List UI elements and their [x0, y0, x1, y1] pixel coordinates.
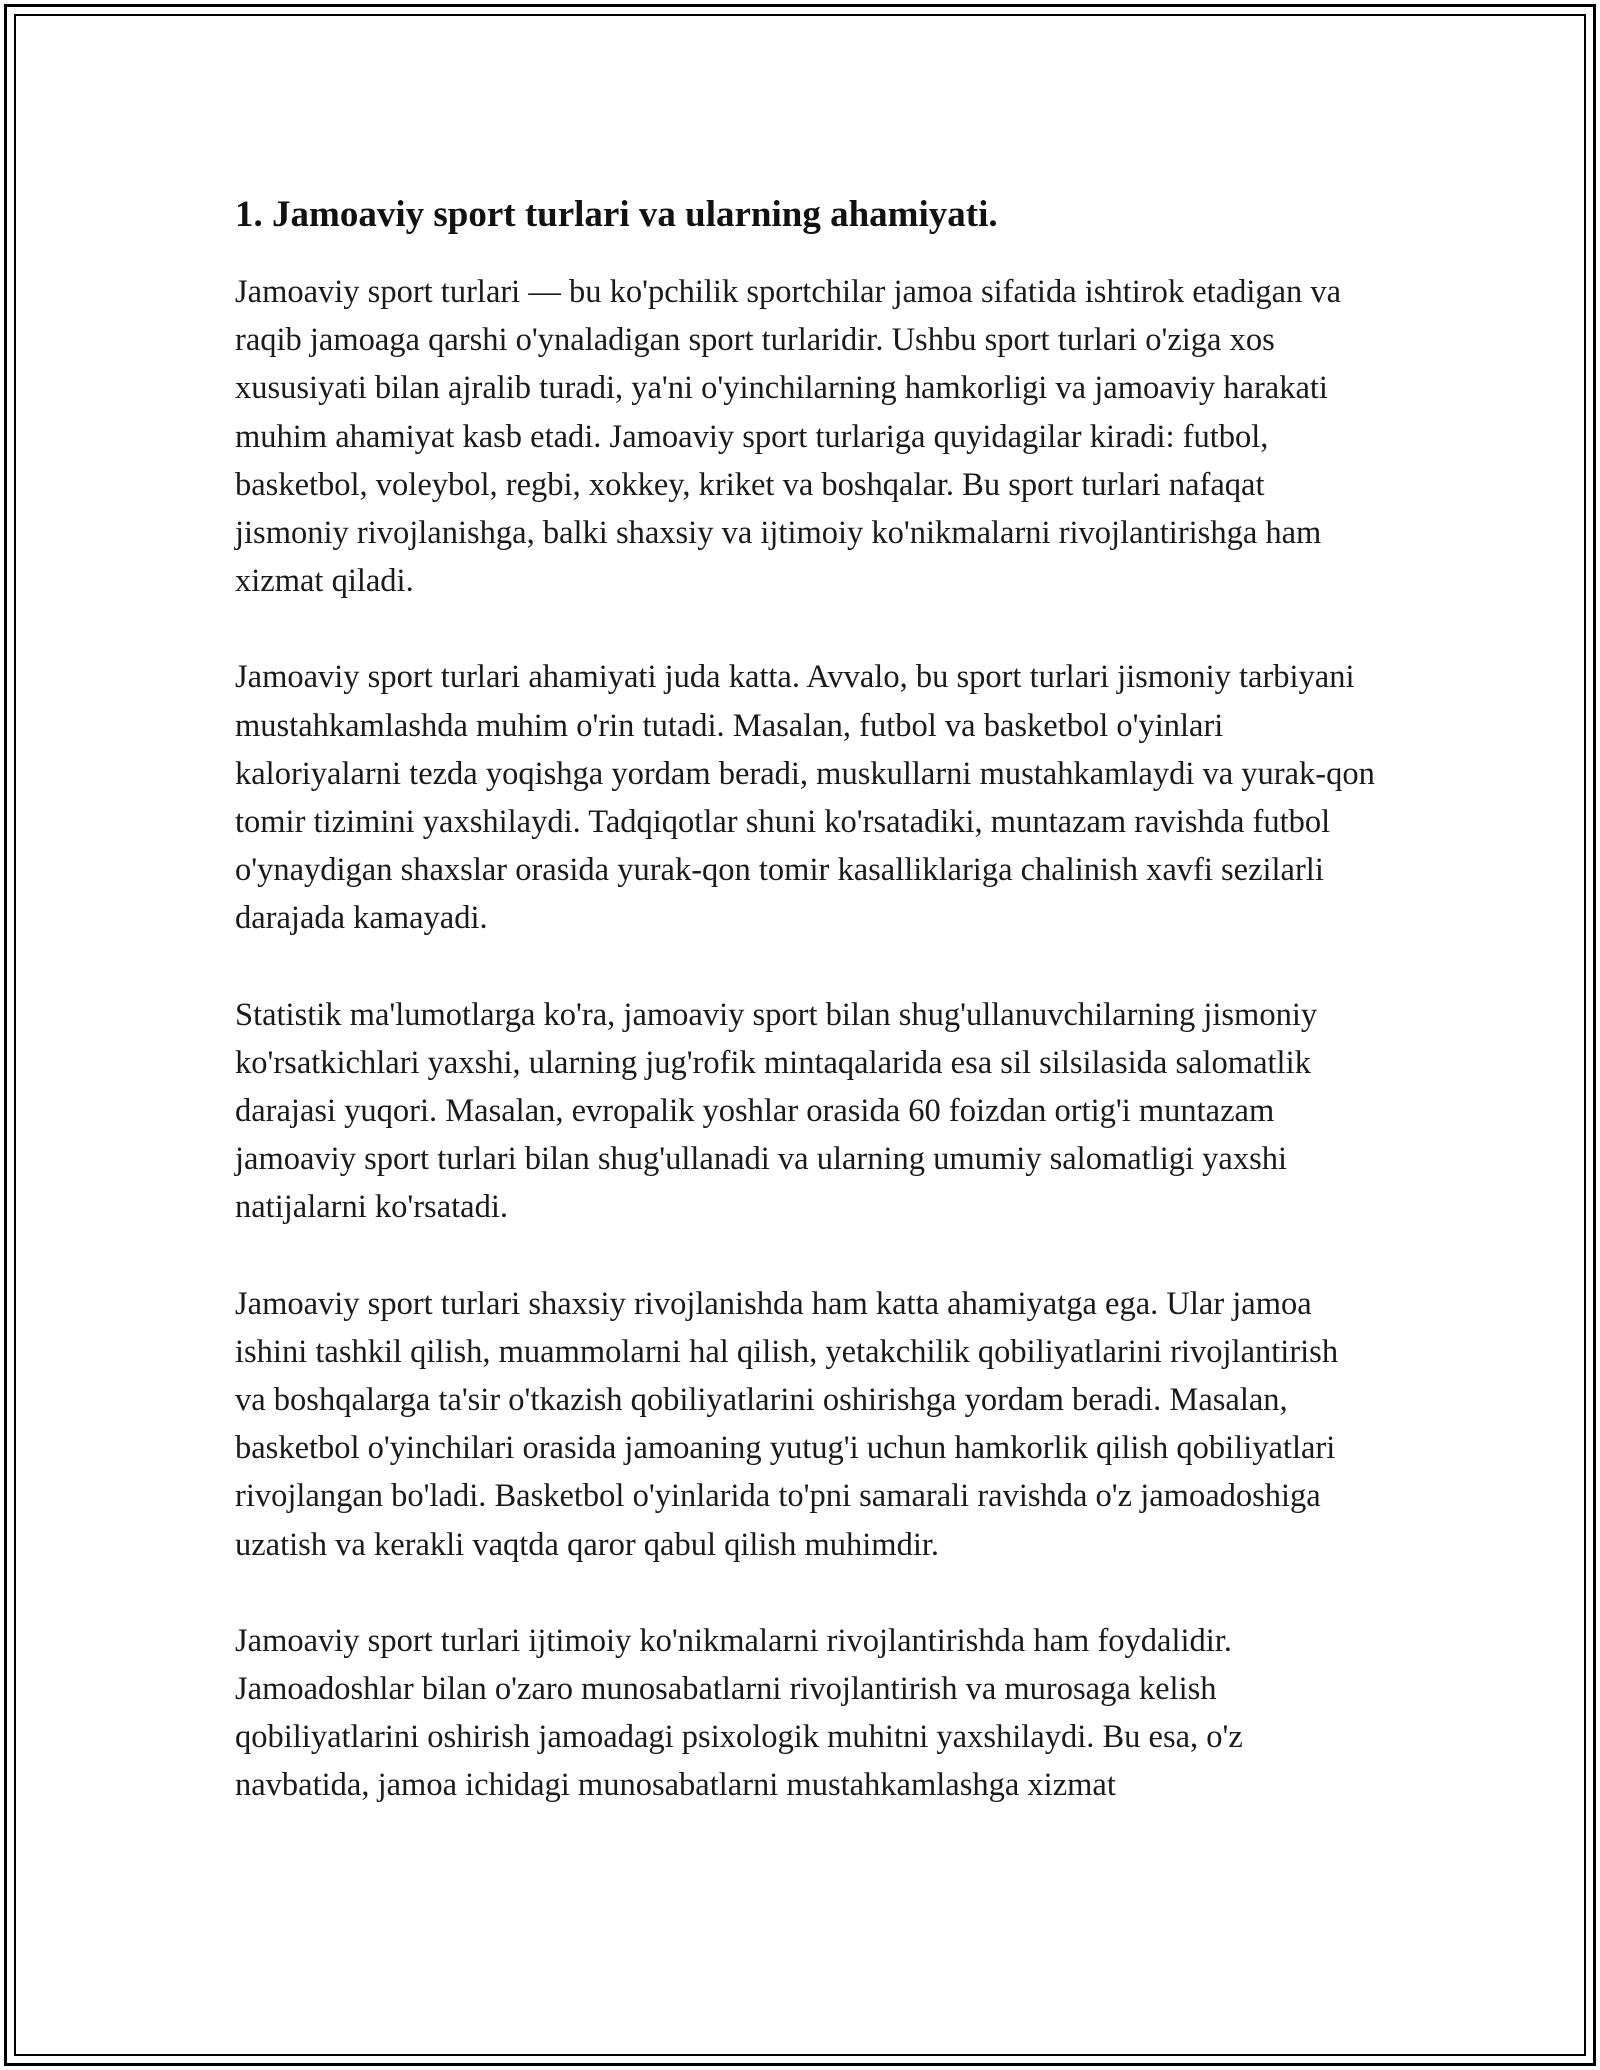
document-body [235, 190, 1375, 1858]
paragraph-1: Jamoaviy sport turlari — bu ko'pchilik sportchilar jamoa sifatida ishtirok etadigan va raqib jamoaga qarshi o'ynaladigan sport turlaridir. Ushbu sport turlari o'ziga xos xususiyati bilan ajralib turadi, ya'ni o'yinchilarning hamkorligi va jamoaviy harakati muhim ahamiyat kasb etadi. Jamoaviy sport turlariga quyidagilar kiradi: futbol, basketbol, voleybol, regbi, xokkey, kriket va boshqalar. Bu sport turlari nafaqat jismoniy rivojlanishga, balki shaxsiy va ijtimoiy ko'nikmalarni rivojlantirishga ham xizmat qiladi. [235, 274, 1342, 600]
paragraph-5: Jamoaviy sport turlari ijtimoiy ko'nikmalarni rivojlantirishda ham foydalidir. Jamoadoshlar bilan o'zaro munosabatlarni rivojlantirish va murosaga kelish qobiliyatlarini oshirish jamoadagi psixologik muhitni yaxshilaydi. Bu esa, o'z navbatida, jamoa ichidagi munosabatlarni mustahkamlashga xizmat [235, 1622, 1243, 1804]
paragraph-3: Statistik ma'lumotlarga ko'ra, jamoaviy sport bilan shug'ullanuvchilarning jismoniy ko'rsatkichlari yaxshi, ularning jug'rofik mintaqalarida esa sil silsilasida salomatlik darajasi yuqori. Masalan, evropalik yoshlar orasida 60 foizdan ortig'i muntazam jamoaviy sport turlari bilan shug'ullanadi va ularning umumiy salomatligi yaxshi natijalarni ko'rsatadi. [235, 996, 1318, 1226]
paragraph-4: Jamoaviy sport turlari shaxsiy rivojlanishda ham katta ahamiyatga ega. Ular jamoa ishini tashkil qilish, muammolarni hal qilish, yetakchilik qobiliyatlarini rivojlantirish va boshqalarga ta'sir o'tkazish qobiliyatlarini oshirishga yordam beradi. Masalan, basketbol o'yinchilari orasida jamoaning yutug'i uchun hamkorlik qilish qobiliyatlari rivojlangan bo'ladi. Basketbol o'yinlarida to'pni samarali ravishda o'z jamoadoshiga uzatish va kerakli vaqtda qaror qabul qilish muhimdir. [235, 1285, 1339, 1563]
section-heading: 1. Jamoaviy sport turlari va ularning ahamiyati. [235, 194, 998, 235]
paragraph-2: Jamoaviy sport turlari ahamiyati juda katta. Avvalo, bu sport turlari jismoniy tarbiyani mustahkamlashda muhim o'rin tutadi. Masalan, futbol va basketbol o'yinlari kaloriyalarni tezda yoqishga yordam beradi, muskullarni mustahkamlaydi va yurak-qon tomir tizimini yaxshilaydi. Tadqiqotlar shuni ko'rsatadiki, muntazam ravishda futbol o'ynaydigan shaxslar orasida yurak-qon tomir kasalliklariga chalinish xavfi sezilarli darajada kamayadi. [235, 659, 1375, 937]
